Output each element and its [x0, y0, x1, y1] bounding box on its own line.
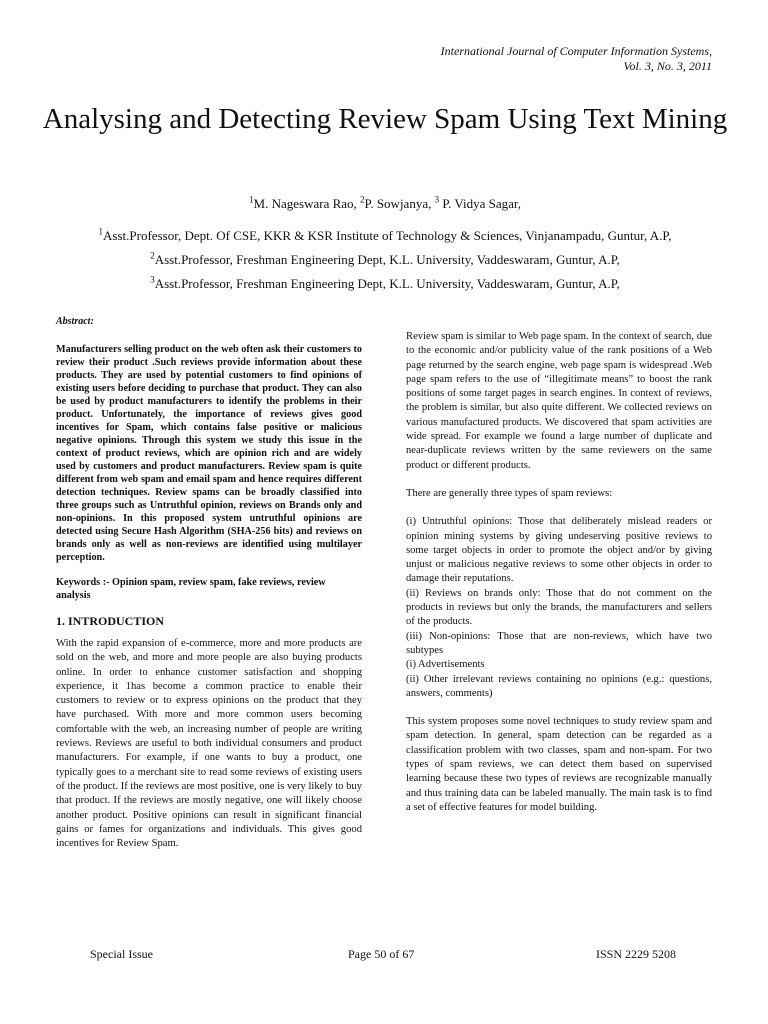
journal-volume: Vol. 3, No. 3, 2011: [623, 59, 712, 73]
affiliation-2: [40, 252, 730, 268]
paragraph-irrelevant-reviews: (ii) Other irrelevant reviews containing no opinions (e.g.: questions, answers, comments): [406, 673, 712, 699]
affiliation-2-text: Asst.Professor, Freshman Engineering Dept, K.L. University, Vaddeswaram, Guntur, A.P,: [154, 252, 620, 267]
affiliation-1-marker: 1: [98, 226, 104, 237]
author-1-marker: 1: [249, 194, 254, 205]
author-2-marker: 2: [360, 194, 365, 205]
abstract-label: Abstract:: [56, 316, 94, 327]
paragraph-untruthful-opinions: (i) Untruthful opinions: Those that deliberately mislead readers or opinion mining systems by giving undeserving positive reviews to some target objects in order to promote the object and/or by giving unjust or malicious negative reviews to some other objects in order to damage their reputations.: [406, 516, 712, 585]
right-column: [406, 330, 712, 815]
paragraph-spam-types-intro: There are generally three types of spam reviews:: [406, 487, 613, 499]
affiliation-3-text: Asst.Professor, Freshman Engineering Dept, K.L. University, Vaddeswaram, Guntur, A.P,: [154, 276, 620, 291]
paragraph-web-spam: Review spam is similar to Web page spam. In the context of search, due to the economic and/or publicity value of the rank positions of a Web page returned by the search engine, web page spam is widespread .Web page spam refers to the use of “illegitimate means” to boost the rank positions of some target pages in search engines. In context of reviews, the problem is similar, but also quite different. We collected reviews on various manufactured products. We discovered that spam activities are wide spread. For example we found a large number of duplicate and near-duplicate reviews written by the same reviewers on the same product or different products.: [406, 331, 712, 471]
journal-name: International Journal of Computer Information Systems,: [440, 44, 712, 58]
keywords: Keywords :- Opinion spam, review spam, fake reviews, review analysis: [56, 577, 326, 601]
affiliation-1-text: Asst.Professor, Dept. Of CSE, KKR & KSR Institute of Technology & Sciences, Vinjanampadu, Guntur, A.P,: [103, 228, 672, 243]
footer-issue: Special Issue: [90, 947, 153, 961]
affiliation-3: [40, 276, 730, 292]
affiliation-2-marker: 2: [150, 250, 155, 261]
paper-title: Analysing and Detecting Review Spam Using Text Mining: [42, 103, 728, 135]
author-list: [40, 196, 730, 212]
journal-header: [441, 44, 712, 74]
affiliation-3-marker: 3: [150, 274, 155, 285]
author-3: P. Vidya Sagar,: [439, 196, 521, 211]
section-heading-introduction: 1. INTRODUCTION: [56, 614, 165, 628]
footer-issn: ISSN 2229 5208: [596, 947, 677, 961]
affiliation-1: [40, 228, 730, 244]
paragraph-advertisements: (i) Advertisements: [406, 659, 485, 671]
paragraph-brand-reviews: (ii) Reviews on brands only: Those that do not comment on the products in reviews but only the brands, the manufacturers and sellers of the products.: [406, 587, 712, 628]
abstract-body: Manufacturers selling product on the web often ask their customers to review their product .Such reviews provide information about these products. They are used by potential customers to find opinions of existing users before deciding to purchase that product. They can also be used by product manufacturers to identify the problems in their product. Unfortunately, the importance of reviews gives good incentives for Spam, which contains false positive or malicious negative opinions. Through this system we study this issue in the context of product reviews, which are opinion rich and are widely used by customers and product manufacturers. Review spam is quite different from web spam and email spam and hence requires different detection techniques. Review spams can be broadly classified into three groups such as Untruthful opinion, reviews on Brands only and non-opinions. In this proposed system untruthful opinions are detected using Secure Hash Algorithm (SHA-256 bits) and reviews on brands only as well as non-reviews are identified using multilayer perception.: [56, 344, 362, 563]
paragraph-non-opinions: (iii) Non-opinions: Those that are non-reviews, which have two subtypes: [406, 630, 712, 656]
author-2: P. Sowjanya,: [364, 196, 435, 211]
author-1: M. Nageswara Rao,: [253, 196, 361, 211]
introduction-paragraph: With the rapid expansion of e-commerce, more and more products are sold on the web, and more and more people are also buying products online. In order to enhance customer satisfaction and shopping experience, it 1has become a common practice to enable their customers to review or to express opinions on the product that they have purchased. With more and more common users becoming comfortable with the web, an increasing number of people are writing reviews. Reviews are useful to both individual consumers and product manufacturers. For example, if one wants to buy a product, one typically goes to a merchant site to read some reviews of existing users of the product. If the reviews are most positive, one is very likely to buy that product. If the reviews are mostly negative, one will likely choose another product. Positive opinions can result in significant financial gains or fames for organizations and individuals. This gives good incentives for Review Spam.: [56, 638, 362, 850]
paragraph-proposed-system: This system proposes some novel techniques to study review spam and spam detection. In general, spam detection can be regarded as a classification problem with two classes, spam and non-spam. For two types of spam reviews, we can detect them based on supervised learning because these two types of reviews are recognizable manually and thus training data can be labeled manually. The main task is to find a set of effective features for model building.: [406, 716, 712, 813]
left-column: [56, 316, 362, 851]
footer-page-number: Page 50 of 67: [348, 947, 415, 961]
author-3-marker: 3: [434, 194, 440, 205]
